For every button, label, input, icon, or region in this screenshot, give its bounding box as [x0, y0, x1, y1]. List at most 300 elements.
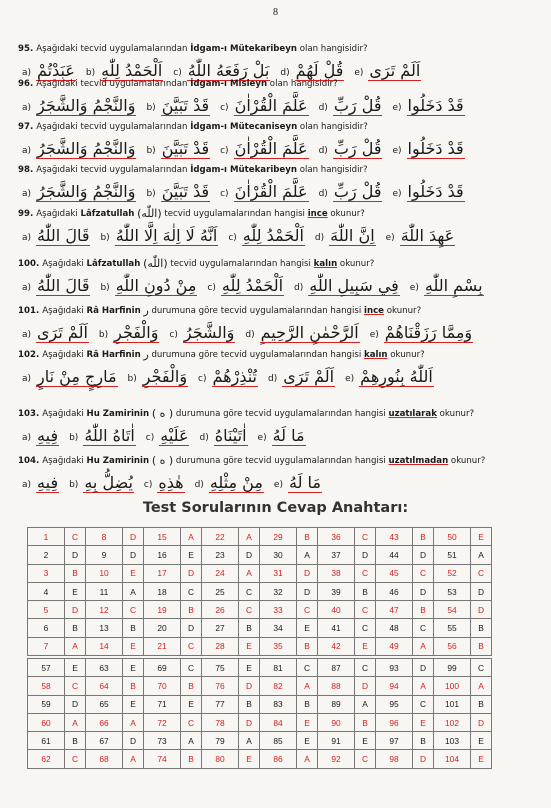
option-letter: b): [98, 330, 109, 340]
answer-row: [28, 528, 492, 546]
option-letter: a): [22, 283, 32, 293]
answer-cell: C: [239, 582, 260, 600]
question-number: 99.: [18, 209, 37, 219]
question-number-cell: 92: [318, 750, 355, 768]
question-number-cell: 99: [434, 659, 471, 677]
answer-cell: A: [239, 528, 260, 546]
option-letter: c): [169, 330, 178, 340]
answer-cell: A: [123, 713, 144, 731]
option-arabic: قَالَ اللّٰهُ: [37, 276, 90, 295]
option-arabic: مَارِجٍ مِنْ نَارٍ: [37, 367, 117, 386]
question-number-cell: 19: [144, 601, 181, 619]
answer-cell: C: [297, 659, 318, 677]
option-arabic: قَدْ دَخَلُوا: [407, 139, 464, 158]
option: [22, 277, 90, 296]
option: [386, 227, 456, 246]
question: [18, 349, 543, 387]
question-number-cell: 96: [376, 713, 413, 731]
option: [392, 140, 464, 159]
answer-cell: E: [239, 637, 260, 655]
option: [22, 183, 136, 202]
options-row: [18, 135, 543, 159]
question-number-cell: 44: [376, 546, 413, 564]
question-keyword: Râ Harfinin: [86, 350, 141, 360]
option: [274, 474, 322, 493]
question-number-cell: 54: [434, 601, 471, 619]
answer-cell: A: [65, 637, 86, 655]
option-arabic: فِيهِ: [37, 426, 59, 445]
option: [22, 140, 136, 159]
question-middle: tecvid uygulamalarından hangisi: [161, 209, 308, 219]
answer-cell: E: [355, 637, 376, 655]
question-number-cell: 89: [318, 695, 355, 713]
option: [294, 277, 400, 296]
option-letter: d): [280, 68, 290, 78]
answer-cell: D: [123, 546, 144, 564]
question-number-cell: 25: [202, 582, 239, 600]
option-letter: b): [85, 68, 96, 78]
option-arabic: يُضِلُّ بِهِ: [84, 473, 133, 492]
question-number-cell: 24: [202, 564, 239, 582]
answer-cell: E: [471, 732, 492, 750]
question-middle: olan hangisidir?: [297, 122, 368, 132]
option-letter: a): [22, 374, 32, 384]
question-prefix: Aşağıdaki: [42, 306, 87, 316]
question-number-cell: 43: [376, 528, 413, 546]
answer-cell: B: [297, 695, 318, 713]
question-number-cell: 30: [260, 546, 297, 564]
option-arabic: قَدْ تَبَيَّنَ: [161, 96, 210, 115]
answer-cell: A: [297, 546, 318, 564]
option: [315, 227, 376, 246]
question-text: [18, 165, 543, 176]
option-arabic: عَلَّمَ الْقُرْاٰنَ: [234, 96, 308, 115]
question-number-cell: 10: [86, 564, 123, 582]
answer-cell: E: [239, 659, 260, 677]
answer-cell: B: [413, 601, 434, 619]
answer-cell: C: [413, 619, 434, 637]
option: [198, 368, 258, 387]
option-arabic: قَدْ دَخَلُوا: [407, 96, 464, 115]
answer-cell: E: [123, 659, 144, 677]
answer-cell: D: [413, 546, 434, 564]
option-arabic: اَلرَّحْمٰنِ الرَّحِيمِ: [260, 323, 359, 342]
question-number-cell: 60: [28, 713, 65, 731]
question-number-cell: 9: [86, 546, 123, 564]
option-arabic: وَالنَّجْمُ وَالشَّجَرُ: [37, 96, 136, 115]
option-arabic: وَالنَّجْمُ وَالشَّجَرُ: [37, 182, 136, 201]
question-number-cell: 88: [318, 677, 355, 695]
option: [319, 183, 383, 202]
option-letter: b): [146, 189, 156, 199]
answer-cell: A: [297, 750, 318, 768]
option-letter: a): [22, 433, 32, 443]
arabic-symbol: ر: [143, 348, 149, 361]
answer-cell: C: [355, 601, 376, 619]
option-arabic: قَدْ تَبَيَّنَ: [161, 182, 210, 201]
option-arabic: عَلَّمَ الْقُرْاٰنَ: [234, 139, 308, 158]
answer-cell: A: [123, 582, 144, 600]
answer-cell: D: [65, 695, 86, 713]
answer-cell: B: [123, 619, 144, 637]
question-number-cell: 102: [434, 713, 471, 731]
question-number-cell: 22: [202, 528, 239, 546]
question-suffix: okunur?: [448, 456, 486, 466]
question-keyword: Hu Zamirinin: [86, 456, 150, 466]
question-number-cell: 57: [28, 659, 65, 677]
question-suffix: okunur?: [436, 409, 475, 419]
question-number-cell: 6: [28, 619, 65, 637]
option-letter: c): [220, 146, 229, 156]
question-number-cell: 42: [318, 637, 355, 655]
answer-cell: C: [413, 564, 434, 582]
answer-row: [28, 750, 492, 768]
question-number-cell: 69: [144, 659, 181, 677]
answer-cell: A: [297, 677, 318, 695]
option-letter: e): [392, 146, 402, 156]
question-prefix: Aşağıdaki: [36, 209, 81, 219]
question-number-cell: 56: [434, 637, 471, 655]
question-text: [18, 44, 543, 55]
question-number-cell: 93: [376, 659, 413, 677]
option-letter: d): [294, 283, 304, 293]
question-suffix: okunur?: [387, 350, 425, 360]
question-number-cell: 21: [144, 637, 181, 655]
question-number: 101.: [18, 306, 43, 316]
answer-cell: D: [123, 528, 144, 546]
option-arabic: اٰتَيْنَاهُ: [214, 426, 247, 445]
question-number-cell: 37: [318, 546, 355, 564]
question: [18, 122, 543, 159]
options-row: [18, 422, 543, 446]
answer-cell: E: [123, 637, 144, 655]
question-number-cell: 85: [260, 732, 297, 750]
option: [220, 97, 308, 116]
question-number-cell: 53: [434, 582, 471, 600]
question-prefix: Aşağıdaki: [42, 409, 87, 419]
question-text: [18, 258, 543, 270]
answer-cell: E: [413, 713, 434, 731]
answer-cell: B: [413, 732, 434, 750]
option: [146, 183, 210, 202]
answer-cell: E: [471, 750, 492, 768]
question-number-cell: 65: [86, 695, 123, 713]
answer-cell: C: [297, 601, 318, 619]
answer-row: [28, 637, 492, 655]
option: [392, 183, 464, 202]
option-arabic: اِنَّ اللّٰهَ: [330, 226, 375, 245]
question-target: ince: [364, 306, 384, 316]
question-middle: durumuna göre tecvid uygulamalarından hangisi: [173, 409, 389, 419]
answer-cell: C: [181, 582, 202, 600]
question-middle: tecvid uygulamalarından hangisi: [167, 259, 314, 269]
answer-cell: B: [471, 637, 492, 655]
question-number-cell: 86: [260, 750, 297, 768]
question-target: ince: [307, 209, 328, 219]
option-letter: c): [228, 233, 237, 243]
question-keyword: Lâfzatullah: [80, 209, 135, 219]
question-number-cell: 1: [28, 528, 65, 546]
question-number-cell: 73: [144, 732, 181, 750]
question-number-cell: 98: [376, 750, 413, 768]
answer-cell: B: [471, 695, 492, 713]
option-letter: a): [22, 189, 32, 199]
option-arabic: قُلْ لَهُمْ: [295, 61, 344, 80]
option-arabic: وَالْفَجْرِ: [142, 367, 188, 386]
answer-cell: E: [355, 732, 376, 750]
answer-cell: C: [355, 528, 376, 546]
question-keyword: İdgam-ı Misleyn: [190, 79, 268, 89]
answer-cell: E: [123, 695, 144, 713]
option-arabic: اَلَمْ تَرَى: [283, 367, 335, 386]
answer-cell: B: [181, 750, 202, 768]
question-number-cell: 18: [144, 582, 181, 600]
option-letter: d): [194, 480, 204, 490]
answer-cell: A: [413, 677, 434, 695]
question-number-cell: 63: [86, 659, 123, 677]
option-letter: a): [22, 68, 32, 78]
question-number-cell: 8: [86, 528, 123, 546]
option: [146, 140, 210, 159]
option: [100, 277, 197, 296]
answer-cell: C: [123, 601, 144, 619]
answer-cell: D: [181, 619, 202, 637]
answer-row: [28, 601, 492, 619]
option-letter: b): [69, 433, 79, 443]
answer-cell: B: [181, 601, 202, 619]
answer-cell: E: [471, 528, 492, 546]
question-number-cell: 32: [260, 582, 297, 600]
question-number-cell: 77: [202, 695, 239, 713]
answer-cell: C: [65, 528, 86, 546]
question: [18, 165, 543, 202]
answer-cell: C: [239, 601, 260, 619]
option-letter: c): [220, 189, 229, 199]
option-letter: a): [22, 330, 32, 340]
question-middle: durumuna göre tecvid uygulamalarından hangisi: [148, 306, 364, 316]
question-number-cell: 83: [260, 695, 297, 713]
option: [69, 427, 136, 446]
question-number-cell: 7: [28, 637, 65, 655]
question-number-cell: 49: [376, 637, 413, 655]
answer-cell: C: [181, 637, 202, 655]
question-number-cell: 82: [260, 677, 297, 695]
question-suffix: okunur?: [337, 259, 375, 269]
options-row: [18, 469, 543, 493]
option-letter: e): [369, 330, 379, 340]
question-number-cell: 45: [376, 564, 413, 582]
question-number-cell: 55: [434, 619, 471, 637]
answer-cell: E: [181, 546, 202, 564]
answer-cell: B: [355, 582, 376, 600]
option: [22, 474, 59, 493]
option-arabic: قَدْ دَخَلُوا: [407, 182, 464, 201]
option-arabic: تُنْذِرْهُمْ: [212, 367, 258, 386]
answer-cell: E: [65, 659, 86, 677]
question-number: 95.: [18, 44, 37, 54]
option-arabic: قُلْ رَبِّ: [333, 182, 382, 201]
option: [144, 474, 185, 493]
option: [228, 227, 305, 246]
option-letter: b): [146, 146, 156, 156]
option-arabic: اَلْحَمْدُ لِلّٰهِ: [242, 226, 304, 245]
answer-cell: B: [471, 619, 492, 637]
question-suffix: okunur?: [327, 209, 365, 219]
answer-row: [28, 582, 492, 600]
answer-cell: A: [123, 750, 144, 768]
question-number-cell: 16: [144, 546, 181, 564]
question-number-cell: 12: [86, 601, 123, 619]
question-target: kalın: [364, 350, 388, 360]
question-prefix: Aşağıdaki: [42, 456, 87, 466]
answer-cell: D: [181, 564, 202, 582]
question-number-cell: 78: [202, 713, 239, 731]
question-number-cell: 80: [202, 750, 239, 768]
answer-cell: A: [181, 528, 202, 546]
option: [128, 368, 189, 387]
option-arabic: قَالَ اللّٰهُ: [37, 226, 90, 245]
question-number-cell: 26: [202, 601, 239, 619]
answer-cell: B: [413, 528, 434, 546]
option-letter: d): [318, 146, 328, 156]
answer-row: [28, 732, 492, 750]
question-number-cell: 36: [318, 528, 355, 546]
option-letter: e): [392, 103, 402, 113]
option: [410, 277, 484, 296]
option: [220, 183, 308, 202]
option-letter: b): [69, 480, 79, 490]
question-number-cell: 35: [260, 637, 297, 655]
question-text: [18, 349, 543, 361]
question-prefix: Aşağıdaki: [42, 259, 87, 269]
question-keyword: Râ Harfinin: [86, 306, 141, 316]
option-arabic: قُلْ رَبِّ: [333, 96, 382, 115]
answer-cell: C: [355, 619, 376, 637]
option-arabic: قَدْ تَبَيَّنَ: [161, 139, 210, 158]
question-number-cell: 13: [86, 619, 123, 637]
question-number-cell: 67: [86, 732, 123, 750]
question-middle: durumuna göre tecvid uygulamalarından hangisi: [148, 350, 364, 360]
option-letter: a): [22, 480, 32, 490]
option-letter: b): [146, 103, 156, 113]
question-middle: durumuna göre tecvid uygulamalarından hangisi: [173, 456, 389, 466]
answer-cell: A: [471, 677, 492, 695]
option-letter: d): [318, 189, 328, 199]
answer-table-2: [27, 658, 492, 769]
option-letter: e): [273, 480, 283, 490]
answer-cell: A: [471, 546, 492, 564]
question: [18, 408, 543, 446]
question-number-cell: 94: [376, 677, 413, 695]
question-number-cell: 4: [28, 582, 65, 600]
question: [18, 208, 543, 246]
question-text: [18, 122, 543, 133]
answer-cell: C: [355, 659, 376, 677]
question-number-cell: 17: [144, 564, 181, 582]
question-number-cell: 62: [28, 750, 65, 768]
option-arabic: اٰتَاهُ اللّٰهُ: [84, 426, 135, 445]
option-letter: d): [314, 233, 325, 243]
options-row: [18, 319, 543, 343]
answer-cell: B: [239, 619, 260, 637]
answer-cell: C: [181, 659, 202, 677]
question-number-cell: 103: [434, 732, 471, 750]
question-number-cell: 64: [86, 677, 123, 695]
option-letter: c): [173, 68, 182, 78]
answer-row: [28, 546, 492, 564]
option-arabic: اَلْحَمْدُ لِلّٰهِ: [221, 276, 284, 295]
answer-cell: D: [297, 564, 318, 582]
answer-cell: D: [123, 732, 144, 750]
question-number: 102.: [18, 350, 43, 360]
answer-key-title: Test Sorularının Cevap Anahtarı:: [142, 500, 409, 516]
question-number-cell: 95: [376, 695, 413, 713]
answer-cell: C: [471, 564, 492, 582]
answer-cell: B: [297, 528, 318, 546]
option-letter: b): [127, 374, 137, 384]
answer-cell: E: [181, 695, 202, 713]
question-target: kalın: [313, 259, 338, 269]
question-number-cell: 11: [86, 582, 123, 600]
question-number-cell: 91: [318, 732, 355, 750]
option-arabic: بِسْمِ اللّٰهِ: [424, 276, 483, 295]
answer-cell: D: [471, 601, 492, 619]
question-text: [18, 408, 543, 420]
question-number-cell: 46: [376, 582, 413, 600]
question-keyword: İdgam-ı Mütekaribeyn: [190, 165, 297, 175]
question-prefix: Aşağıdaki tecvid uygulamalarından: [36, 165, 191, 175]
option: [220, 140, 308, 159]
option-arabic: فِيهِ: [37, 473, 59, 492]
answer-cell: B: [65, 619, 86, 637]
answer-cell: D: [471, 582, 492, 600]
option: [195, 474, 264, 493]
option-arabic: وَالْفَجْرِ: [114, 323, 159, 342]
arabic-symbol: ر: [143, 304, 149, 317]
option: [22, 368, 118, 387]
question: [18, 258, 543, 296]
question-number-cell: 50: [434, 528, 471, 546]
option-letter: d): [268, 374, 278, 384]
answer-cell: C: [355, 564, 376, 582]
answer-cell: D: [297, 582, 318, 600]
option: [146, 97, 210, 116]
option-arabic: اَللّٰهُ بِنُورِهِمْ: [360, 367, 433, 386]
option: [99, 324, 160, 343]
question-number-cell: 72: [144, 713, 181, 731]
answer-row: [28, 695, 492, 713]
arabic-symbol: (اللّٰه): [143, 257, 168, 270]
answer-table-1: [27, 527, 492, 656]
option: [345, 368, 434, 387]
question-number-cell: 58: [28, 677, 65, 695]
options-row: [18, 57, 543, 81]
question-number-cell: 31: [260, 564, 297, 582]
question-number: 97.: [18, 122, 37, 132]
option-arabic: هٰذِهِ: [158, 473, 184, 492]
page-number: 8: [273, 7, 278, 18]
question-target: uzatılmadan: [388, 456, 449, 466]
answer-cell: C: [181, 713, 202, 731]
question-number-cell: 2: [28, 546, 65, 564]
question: [18, 455, 543, 493]
question-text: [18, 455, 543, 467]
question-suffix: okunur?: [384, 306, 422, 316]
question-number-cell: 48: [376, 619, 413, 637]
question-text: [18, 305, 543, 317]
question-prefix: Aşağıdaki tecvid uygulamalarından: [36, 79, 191, 89]
option-arabic: اَلَمْ تَرَى: [37, 323, 88, 342]
